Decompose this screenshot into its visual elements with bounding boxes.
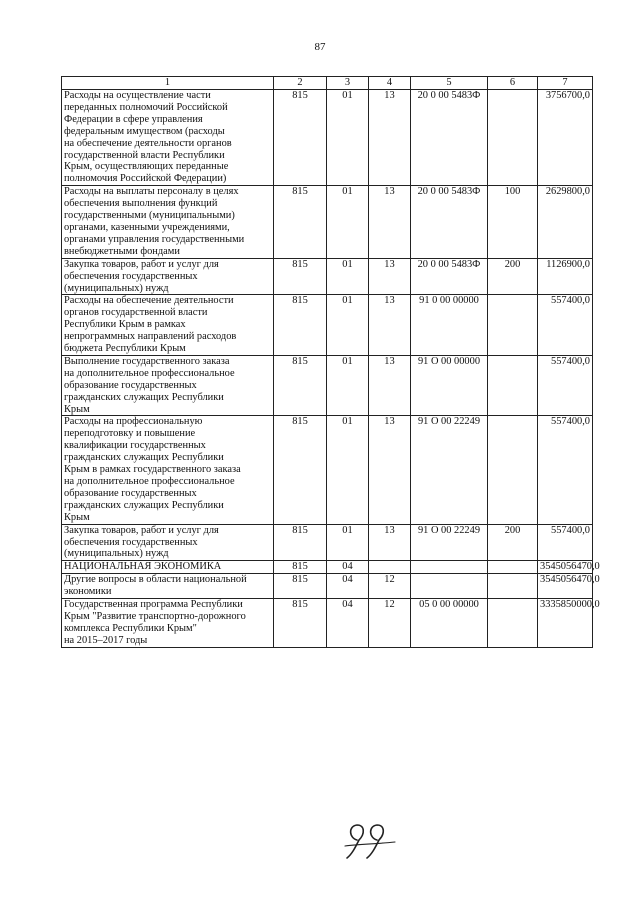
table-row: [62, 561, 593, 574]
amount-cell: 3756700,0: [538, 90, 593, 186]
description-line: Крым "Развитие транспортно-дорожного: [64, 610, 246, 622]
amount-cell: 2629800,0: [538, 186, 593, 258]
target-item-cell: 05 0 00 00000: [411, 599, 488, 648]
admin-code-cell: 815: [274, 524, 327, 561]
admin-code-cell: 815: [274, 355, 327, 416]
target-item-cell: 20 0 00 5483Ф: [411, 186, 488, 258]
target-item-cell: 91 О 00 00000: [411, 355, 488, 416]
expense-type-cell: 200: [488, 258, 538, 295]
row-description: [62, 258, 274, 295]
amount-cell: 3545056470,0: [538, 574, 593, 599]
section-code-cell: 04: [327, 561, 369, 574]
section-code-cell: 04: [327, 599, 369, 648]
row-description: [62, 186, 274, 258]
description-line: обеспечения государственных: [64, 270, 198, 282]
handwritten-page-mark: [343, 820, 399, 869]
description-line: Федерации в сфере управления: [64, 113, 203, 125]
description-line: на 2015–2017 годы: [64, 634, 148, 646]
admin-code-cell: 815: [274, 258, 327, 295]
description-line: НАЦИОНАЛЬНАЯ ЭКОНОМИКА: [64, 561, 222, 573]
subsection-code-cell: 13: [369, 295, 411, 356]
description-line: образование государственных: [64, 487, 197, 499]
description-line: Другие вопросы в области национальной: [64, 574, 247, 586]
description-line: Расходы на профессиональную: [64, 416, 203, 428]
table-row: [62, 186, 593, 258]
description-line: федеральным имуществом (расходы: [64, 125, 225, 137]
expense-type-cell: [488, 295, 538, 356]
subsection-code-cell: 13: [369, 416, 411, 524]
description-line: переподготовку и повышение: [64, 428, 196, 440]
subsection-code-cell: 13: [369, 186, 411, 258]
target-item-cell: 91 О 00 22249: [411, 524, 488, 561]
description-line: бюджета Республики Крым: [64, 343, 186, 355]
handwritten-signature-icon: [343, 820, 399, 864]
row-description: [62, 524, 274, 561]
subsection-code-cell: 12: [369, 574, 411, 599]
table-row: [62, 295, 593, 356]
expense-type-cell: [488, 90, 538, 186]
subsection-code-cell: 13: [369, 90, 411, 186]
description-line: Крым: [64, 403, 90, 415]
row-description: [62, 295, 274, 356]
section-code-cell: 01: [327, 258, 369, 295]
amount-cell: 557400,0: [538, 524, 593, 561]
admin-code-cell: 815: [274, 561, 327, 574]
description-line: квалификации государственных: [64, 440, 206, 452]
description-line: Республики Крым в рамках: [64, 319, 186, 331]
row-description: [62, 355, 274, 416]
description-line: органами, казенными учреждениями,: [64, 221, 230, 233]
amount-cell: 3335850000,0: [538, 599, 593, 648]
description-line: Расходы на выплаты персоналу в целях: [64, 186, 239, 198]
section-code-cell: 01: [327, 416, 369, 524]
expense-type-cell: [488, 355, 538, 416]
section-code-cell: 01: [327, 295, 369, 356]
header-cell: 5: [411, 77, 488, 90]
subsection-code-cell: 13: [369, 355, 411, 416]
description-line: органами управления государственными: [64, 233, 245, 245]
target-item-cell: 20 0 00 5483Ф: [411, 258, 488, 295]
header-cell: 2: [274, 77, 327, 90]
description-line: гражданских служащих Республики: [64, 499, 224, 511]
description-line: переданных полномочий Российской: [64, 101, 228, 113]
description-line: образование государственных: [64, 379, 197, 391]
description-line: гражданских служащих Республики: [64, 391, 224, 403]
description-line: Расходы на обеспечение деятельности: [64, 295, 234, 307]
description-line: государственными (муниципальными): [64, 210, 235, 222]
amount-cell: 557400,0: [538, 416, 593, 524]
page-number: 87: [314, 41, 326, 53]
expense-type-cell: [488, 599, 538, 648]
table-row: [62, 416, 593, 524]
section-code-cell: 01: [327, 524, 369, 561]
header-cell: 7: [538, 77, 593, 90]
table-row: [62, 524, 593, 561]
header-cell: 1: [62, 77, 274, 90]
budget-table: [61, 76, 600, 648]
description-line: органов государственной власти: [64, 307, 208, 319]
section-code-cell: 01: [327, 355, 369, 416]
amount-cell: 557400,0: [538, 295, 593, 356]
admin-code-cell: 815: [274, 90, 327, 186]
row-description: [62, 90, 274, 186]
description-line: Государственная программа Республики: [64, 599, 243, 611]
description-line: гражданских служащих Республики: [64, 452, 224, 464]
table-body: [62, 90, 600, 648]
subsection-code-cell: 12: [369, 599, 411, 648]
description-line: Расходы на осуществление части: [64, 90, 211, 101]
description-line: обеспечения выполнения функций: [64, 198, 218, 210]
subsection-code-cell: 13: [369, 258, 411, 295]
table-row: [62, 90, 593, 186]
admin-code-cell: 815: [274, 186, 327, 258]
description-line: (муниципальных) нужд: [64, 548, 169, 560]
description-line: внебюджетными фондами: [64, 245, 180, 257]
subsection-code-cell: 13: [369, 524, 411, 561]
expense-type-cell: 100: [488, 186, 538, 258]
admin-code-cell: 815: [274, 599, 327, 648]
description-line: Крым в рамках государственного заказа: [64, 464, 241, 476]
description-line: на обеспечение деятельности органов: [64, 137, 232, 149]
description-line: (муниципальных) нужд: [64, 282, 169, 294]
description-line: на дополнительное профессиональное: [64, 476, 235, 487]
header-cell: 3: [327, 77, 369, 90]
subsection-code-cell: [369, 561, 411, 574]
amount-cell: 1126900,0: [538, 258, 593, 295]
section-code-cell: 04: [327, 574, 369, 599]
expense-type-cell: [488, 574, 538, 599]
description-line: Закупка товаров, работ и услуг для: [64, 258, 219, 270]
description-line: Крым, осуществляющих переданные: [64, 161, 229, 173]
description-line: Закупка товаров, работ и услуг для: [64, 524, 219, 536]
admin-code-cell: 815: [274, 574, 327, 599]
target-item-cell: [411, 574, 488, 599]
description-line: обеспечения государственных: [64, 536, 198, 548]
description-line: на дополнительное профессиональное: [64, 367, 235, 379]
target-item-cell: 91 О 00 22249: [411, 416, 488, 524]
description-line: Крым: [64, 511, 90, 523]
amount-cell: 3545056470,0: [538, 561, 593, 574]
target-item-cell: 91 0 00 00000: [411, 295, 488, 356]
expense-type-cell: [488, 416, 538, 524]
row-description: [62, 416, 274, 524]
section-code-cell: 01: [327, 90, 369, 186]
header-cell: 4: [369, 77, 411, 90]
admin-code-cell: 815: [274, 416, 327, 524]
description-line: непрограммных направлений расходов: [64, 331, 237, 343]
row-description: [62, 561, 274, 574]
header-cell: 6: [488, 77, 538, 90]
table-row: [62, 574, 593, 599]
table-row: [62, 599, 593, 648]
table-header-row: [62, 77, 593, 90]
row-description: [62, 574, 274, 599]
admin-code-cell: 815: [274, 295, 327, 356]
description-line: государственной власти Республики: [64, 149, 225, 161]
expense-type-cell: 200: [488, 524, 538, 561]
section-code-cell: 01: [327, 186, 369, 258]
row-description: [62, 599, 274, 648]
expense-type-cell: [488, 561, 538, 574]
amount-cell: 557400,0: [538, 355, 593, 416]
description-line: экономики: [64, 586, 112, 598]
description-line: Выполнение государственного заказа: [64, 355, 230, 367]
description-line: полномочия Российской Федерации): [64, 173, 227, 185]
description-line: комплекса Республики Крым": [64, 622, 197, 634]
table-row: [62, 355, 593, 416]
target-item-cell: [411, 561, 488, 574]
target-item-cell: 20 0 00 5483Ф: [411, 90, 488, 186]
table-row: [62, 258, 593, 295]
